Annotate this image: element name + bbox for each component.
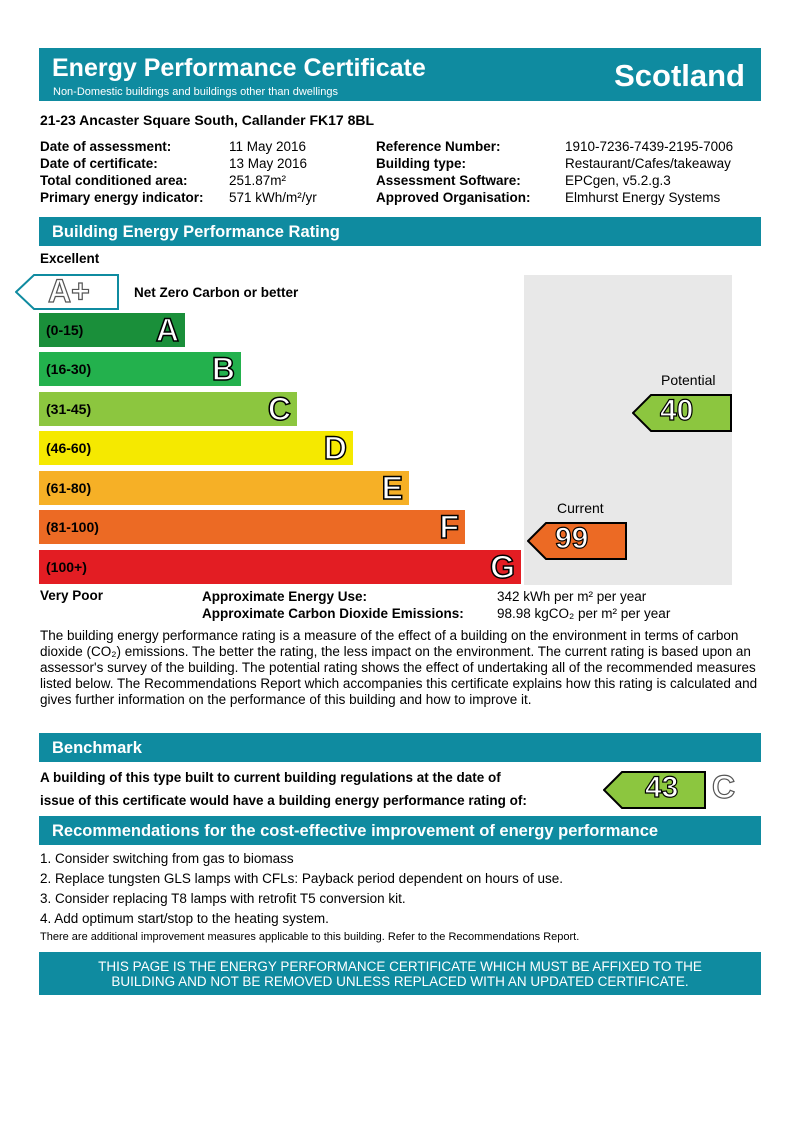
band-letter: C [267,391,291,427]
info-label: Total conditioned area: [40,173,188,188]
info-value: EPCgen, v5.2.g.3 [565,173,671,188]
certificate-footer [39,952,761,995]
recommendations-note: There are additional improvement measures applicable to this building. Refer to the Recommendations Report. [40,931,580,943]
energy-use-value: 342 kWh per m² per year [497,589,647,604]
band-g [39,550,521,584]
co2-label: Approximate Carbon Dioxide Emissions: [202,606,464,621]
band-range: (81-100) [46,519,99,535]
band-letter: A [155,312,179,348]
co2-value: 98.98 kgCO₂ per m² per year [497,606,671,621]
rating-section-title: Building Energy Performance Rating [39,217,761,246]
emissions-labels [202,588,464,622]
footer-line: THIS PAGE IS THE ENERGY PERFORMANCE CERTIFICATE WHICH MUST BE AFFIXED TO THE [98,959,702,974]
band-b [39,352,241,386]
info-value: 13 May 2016 [229,156,308,171]
benchmark-title: Benchmark [39,733,761,762]
band-letter: B [211,351,235,387]
recommendations-title: Recommendations for the cost-effective improvement of energy performance [39,816,761,845]
rating-explanation: The building energy performance rating is a measure of the effect of a building on the environment in terms of carbon dioxide (CO₂) emissions. The better the rating, the less impact on the environment. The current rating is based upon an assessor's survey of the building. The potential rating shows the effect of undertaking all of the recommended measures listed below. The Recommendations Report which accompanies this certificate explains how this rating is calculated and gives further information on the performance of this building and how to improve it. [40,628,758,707]
current-value: 99 [555,522,589,555]
info-value: 11 May 2016 [229,139,307,154]
potential-label: Potential [661,372,716,388]
certificate-title: Energy Performance Certificate [52,54,426,82]
band-letter: E [381,470,403,506]
info-left-labels [40,138,204,206]
aplus-letter: A+ [48,273,90,309]
certificate-subtitle: Non-Domestic buildings and buildings other than dwellings [53,86,338,98]
certificate-header [39,48,761,101]
band-range: (0-15) [46,322,84,338]
info-label: Assessment Software: [376,173,521,188]
band-range: (100+) [46,559,87,575]
info-value: 1910-7236-7439-2195-7006 [565,139,734,154]
benchmark-text [40,766,527,812]
info-left-values [229,138,317,206]
property-address: 21-23 Ancaster Square South, Callander FK17 8BL [40,112,375,128]
potential-value: 40 [660,394,694,427]
band-f [39,510,465,544]
band-letter: D [323,430,347,466]
recommendation-item: 4. Add optimum start/stop to the heating system. [40,911,329,926]
band-c [39,392,297,426]
info-value: 251.87m² [229,173,287,188]
benchmark-letter: C [712,769,736,805]
region-label: Scotland [614,58,745,93]
info-right-labels [376,138,531,206]
benchmark-line: issue of this certificate would have a building energy performance rating of: [40,793,527,808]
benchmark-line: A building of this type built to current building regulations at the date of [40,770,501,785]
band-letter: G [490,549,515,585]
emissions-values [497,588,670,622]
band-range: (61-80) [46,480,92,496]
info-label: Approved Organisation: [376,190,531,205]
info-label: Date of assessment: [40,139,172,154]
info-label: Building type: [376,156,466,171]
band-letter: F [439,509,459,545]
info-value: 571 kWh/m²/yr [229,190,317,205]
info-right-values [565,138,733,206]
energy-use-label: Approximate Energy Use: [202,589,368,604]
info-value: Restaurant/Cafes/takeaway [565,156,731,171]
band-range: (31-45) [46,401,92,417]
excellent-label: Excellent [40,251,100,266]
info-label: Date of certificate: [40,156,158,171]
footer-line: BUILDING AND NOT BE REMOVED UNLESS REPLACED WITH AN UPDATED CERTIFICATE. [111,974,689,989]
band-a [39,313,185,347]
info-label: Primary energy indicator: [40,190,204,205]
recommendation-item: 3. Consider replacing T8 lamps with retrofit T5 conversion kit. [40,891,406,906]
benchmark-value: 43 [645,771,679,804]
band-range: (16-30) [46,361,92,377]
info-label: Reference Number: [376,139,501,154]
recommendation-item: 1. Consider switching from gas to biomass [40,851,294,866]
band-d [39,431,353,465]
band-range: (46-60) [46,440,92,456]
current-label: Current [557,500,604,516]
aplus-label: Net Zero Carbon or better [134,285,299,300]
very-poor-label: Very Poor [40,588,104,603]
info-value: Elmhurst Energy Systems [565,190,721,205]
band-e [39,471,409,505]
recommendation-item: 2. Replace tungsten GLS lamps with CFLs: Payback period dependent on hours of use. [40,871,564,886]
